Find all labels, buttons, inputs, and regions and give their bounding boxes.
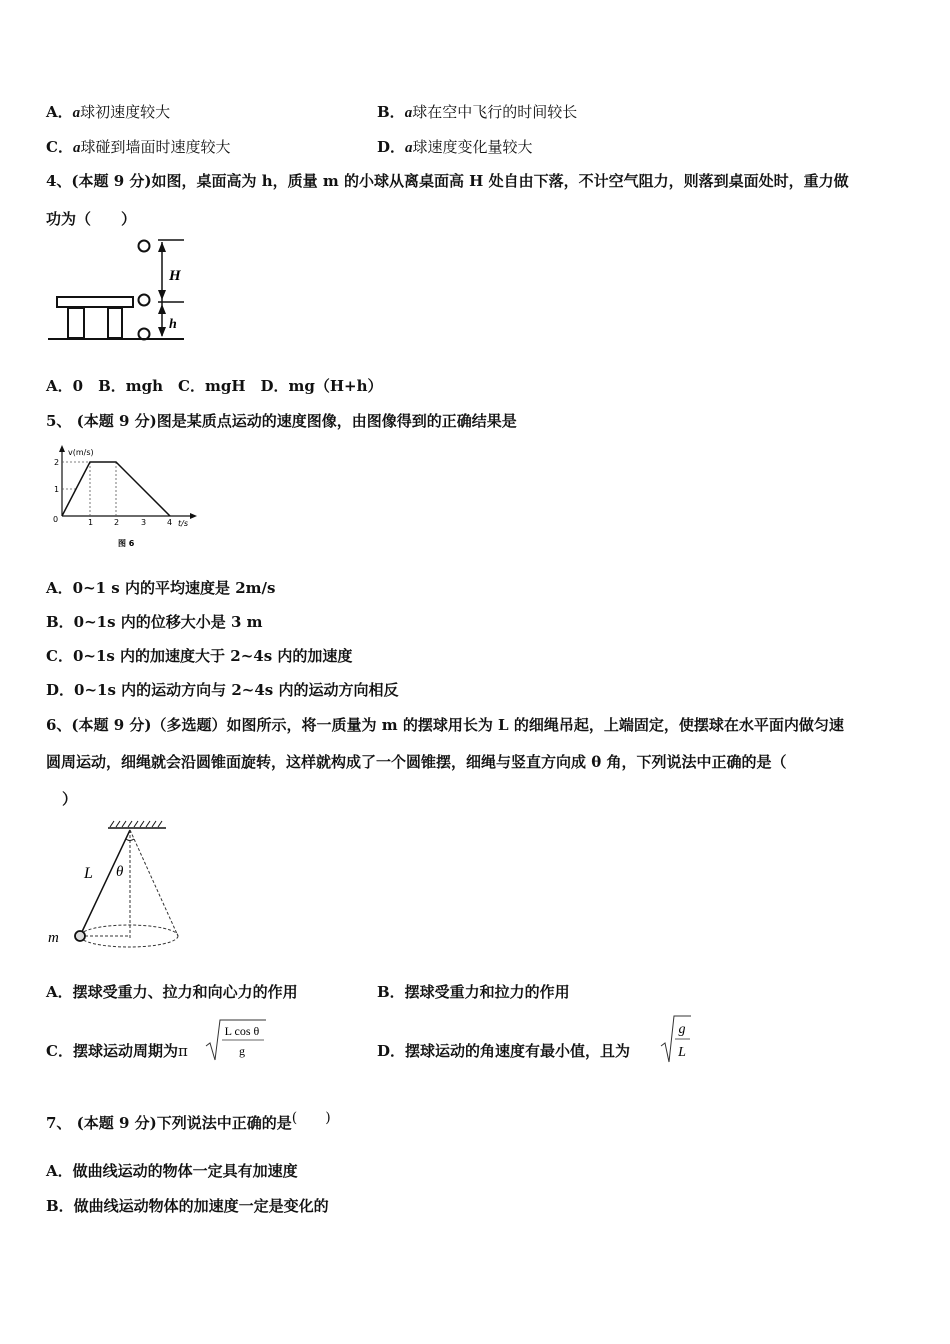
ball-bottom: [139, 329, 150, 340]
answer-paren: ( ): [291, 1110, 331, 1126]
q4-figure: [44, 236, 189, 348]
fraction-denominator: g: [239, 1044, 245, 1058]
arrow-up-icon: [158, 304, 166, 314]
q5-option-d: D．0~1s 内的运动方向与 2~4s 内的运动方向相反: [46, 681, 399, 699]
x-axis-arrow-icon: [190, 513, 197, 519]
tick-x-4: 4: [167, 518, 173, 527]
x-axis-label: t/s: [178, 519, 188, 528]
ball-middle: [139, 295, 150, 306]
q3-option-a: [46, 101, 170, 122]
ceiling-hatch: [110, 821, 162, 827]
option-letter: B．: [377, 103, 405, 121]
q7-option-b: B．做曲线运动物体的加速度一定是变化的: [46, 1197, 329, 1215]
q6-option-a: A．摆球受重力、拉力和向心力的作用: [46, 983, 298, 1001]
tick-x-3: 3: [141, 518, 147, 527]
sqrt-formula-d: [659, 1012, 693, 1066]
q6-option-c: [46, 1040, 188, 1061]
q6-stem-line2: 圆周运动，细绳就会沿圆锥面旋转，这样就构成了一个圆锥摆，细绳与竖直方向成 θ 角，下列说法中正确的是（: [46, 753, 787, 771]
q5-velocity-graph: [44, 444, 204, 552]
arrow-down-icon: [158, 290, 166, 300]
q4-options: A．0 B．mgh C．mgH D．mg（H+h）: [46, 377, 383, 395]
q3-option-d: [377, 136, 533, 157]
tick-x-2: 2: [114, 518, 120, 527]
table-leg-right: [108, 308, 122, 338]
sqrt-formula-c: [204, 1016, 268, 1064]
angle-arc: [126, 839, 134, 841]
q5-stem: 5、 (本题 9 分)图是某质点运动的速度图像，由图像得到的正确结果是: [46, 412, 517, 430]
pi-symbol: π: [177, 1042, 188, 1060]
cone-edge: [130, 830, 178, 936]
figure-caption: 图 6: [118, 539, 135, 548]
option-letter: A．: [46, 103, 73, 121]
tick-x-1: 1: [88, 518, 94, 527]
q4-stem-line1: 4、(本题 9 分)如图，桌面高为 h，质量 m 的小球从离桌面高 H 处自由下落，不计空气阻力，则落到桌面处时，重力做: [46, 172, 849, 190]
q3-option-c: [46, 136, 230, 157]
q6-option-b: B．摆球受重力和拉力的作用: [377, 983, 570, 1001]
fraction-denominator: L: [678, 1045, 686, 1060]
var-a: a: [404, 105, 413, 121]
y-axis-arrow-icon: [59, 445, 65, 452]
tick-origin: 0: [53, 515, 59, 524]
tick-y-2: 2: [54, 458, 60, 467]
table-top: [57, 297, 133, 307]
q6-stem-line1: 6、(本题 9 分)（多选题）如图所示，将一质量为 m 的摆球用长为 L 的细绳吊起，上端固定，使摆球在水平面内做匀速: [46, 716, 844, 734]
label-h: h: [169, 317, 177, 332]
table-leg-left: [68, 308, 84, 338]
option-text: 球速度变化量较大: [412, 138, 533, 156]
option-text: 球在空中飞行的时间较长: [412, 103, 578, 121]
q6-stem-line3: ）: [62, 790, 78, 808]
q5-option-a: A．0~1 s 内的平均速度是 2m/s: [46, 579, 276, 597]
q7-stem: [46, 1112, 331, 1133]
option-text: D．摆球运动的角速度有最小值，且为: [377, 1042, 631, 1060]
option-text: C．摆球运动周期为: [46, 1042, 178, 1060]
fraction-numerator: L cos θ: [224, 1024, 260, 1038]
var-a: a: [405, 140, 413, 156]
stem-text: 7、 (本题 9 分)下列说法中正确的是: [46, 1114, 292, 1132]
q7-option-a: A．做曲线运动的物体一定具有加速度: [46, 1162, 298, 1180]
q5-option-b: B．0~1s 内的位移大小是 3 m: [46, 613, 263, 631]
option-letter: D．: [377, 138, 406, 156]
label-m: m: [48, 930, 59, 946]
label-L: L: [84, 865, 93, 882]
string: [80, 830, 130, 936]
label-H: H: [169, 268, 181, 284]
tick-y-1: 1: [54, 485, 60, 494]
q5-option-c: C．0~1s 内的加速度大于 2~4s 内的加速度: [46, 647, 353, 665]
arrow-down-icon: [158, 327, 166, 337]
fraction-numerator: g: [678, 1022, 686, 1037]
q6-conical-pendulum-figure: [44, 818, 189, 953]
ball-top: [139, 241, 150, 252]
var-a: a: [72, 105, 81, 121]
q4-stem-line2: 功为（ ）: [46, 210, 137, 228]
var-a: a: [72, 140, 81, 156]
y-axis-label: v(m/s): [68, 448, 94, 457]
arrow-up-icon: [158, 242, 166, 252]
option-text: 球初速度较大: [80, 103, 171, 121]
q6-option-d: [377, 1040, 630, 1061]
label-theta: θ: [116, 864, 124, 880]
q3-option-b: [377, 101, 577, 122]
option-letter: C．: [46, 138, 73, 156]
circular-path: [80, 925, 178, 947]
pendulum-ball: [75, 931, 85, 941]
option-text: 球碰到墙面时速度较大: [80, 138, 231, 156]
